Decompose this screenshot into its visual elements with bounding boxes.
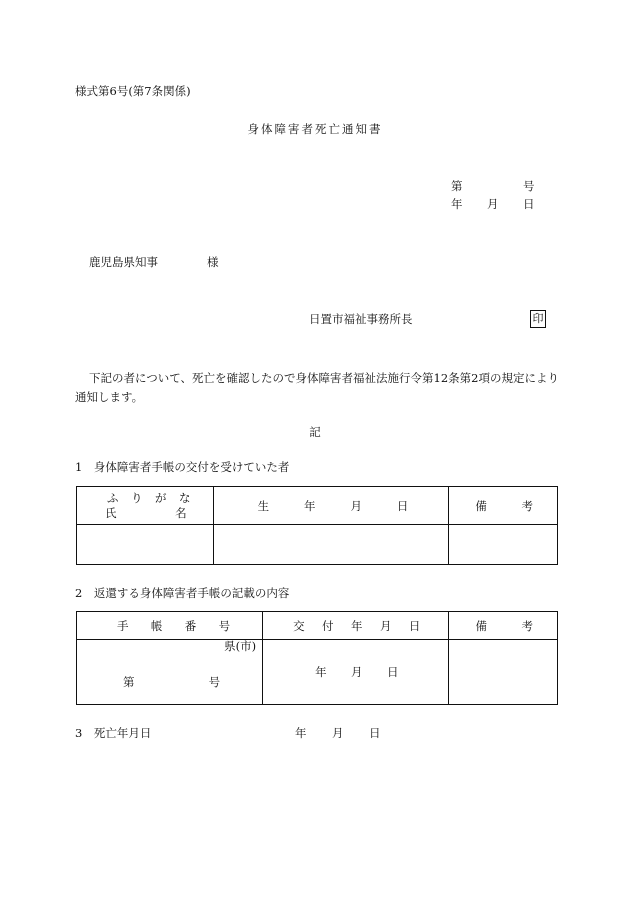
- name-label: 氏 名: [105, 505, 187, 520]
- table-row: [77, 640, 558, 705]
- handbook-number-field[interactable]: [77, 640, 263, 705]
- issue-date-label: 交 付 年 月 日: [293, 618, 421, 633]
- remarks-header-cell: [449, 612, 558, 640]
- table-row: [77, 525, 558, 565]
- deceased-person-table: [76, 486, 558, 565]
- remarks-field[interactable]: [449, 525, 558, 565]
- death-year-label: 年: [295, 726, 307, 740]
- number-label: 第 号: [123, 675, 221, 689]
- date-month-label: 月: [487, 197, 499, 211]
- remarks-field[interactable]: [449, 640, 558, 705]
- issue-date-field[interactable]: [263, 640, 449, 705]
- addressee-honorific: 様: [207, 255, 219, 269]
- death-day-label: 日: [369, 726, 381, 740]
- table-header-row: [77, 612, 558, 640]
- remarks-header-cell: [449, 487, 558, 525]
- document-title: 身体障害者死亡通知書: [247, 122, 383, 136]
- reference-no-prefix: 第: [451, 179, 463, 193]
- death-month-label: 月: [332, 726, 344, 740]
- handbook-number-label: 手 帳 番 号: [117, 618, 231, 633]
- sender-name: 日置市福祉事務所長: [309, 312, 413, 326]
- form-number: 様式第6号(第7条関係): [75, 84, 191, 98]
- handbook-number-header-cell: [77, 612, 263, 640]
- date-day-label: 日: [523, 197, 535, 211]
- birthdate-label: 生 年 月 日: [257, 498, 409, 513]
- section3-heading: 3 死亡年月日: [75, 726, 152, 740]
- birthdate-field[interactable]: [213, 525, 449, 565]
- remarks-label: 備 考: [475, 618, 533, 633]
- table-header-row: [77, 487, 558, 525]
- addressee-name: 鹿児島県知事: [89, 255, 158, 269]
- section1-heading: 1 身体障害者手帳の交付を受けていた者: [75, 460, 290, 474]
- date-year-label: 年: [451, 197, 463, 211]
- ki-heading: 記: [309, 425, 321, 439]
- returned-handbook-table: [76, 611, 558, 705]
- furigana-label: ふ り が な: [107, 490, 191, 505]
- body-paragraph: 下記の者について、死亡を確認したので身体障害者福祉法施行令第12条第2項の規定により通知します。: [75, 371, 559, 404]
- seal-stamp-box: 印: [530, 310, 546, 328]
- name-field[interactable]: [77, 525, 214, 565]
- prefecture-city-label: 県(市): [224, 639, 257, 653]
- issue-date-header-cell: [263, 612, 449, 640]
- section2-heading: 2 返還する身体障害者手帳の記載の内容: [75, 586, 290, 600]
- birthdate-header-cell: [213, 487, 449, 525]
- remarks-label: 備 考: [475, 498, 533, 513]
- name-header-cell: [77, 487, 214, 525]
- issue-date-units: 年 月 日: [315, 665, 399, 679]
- reference-no-suffix: 号: [523, 179, 535, 193]
